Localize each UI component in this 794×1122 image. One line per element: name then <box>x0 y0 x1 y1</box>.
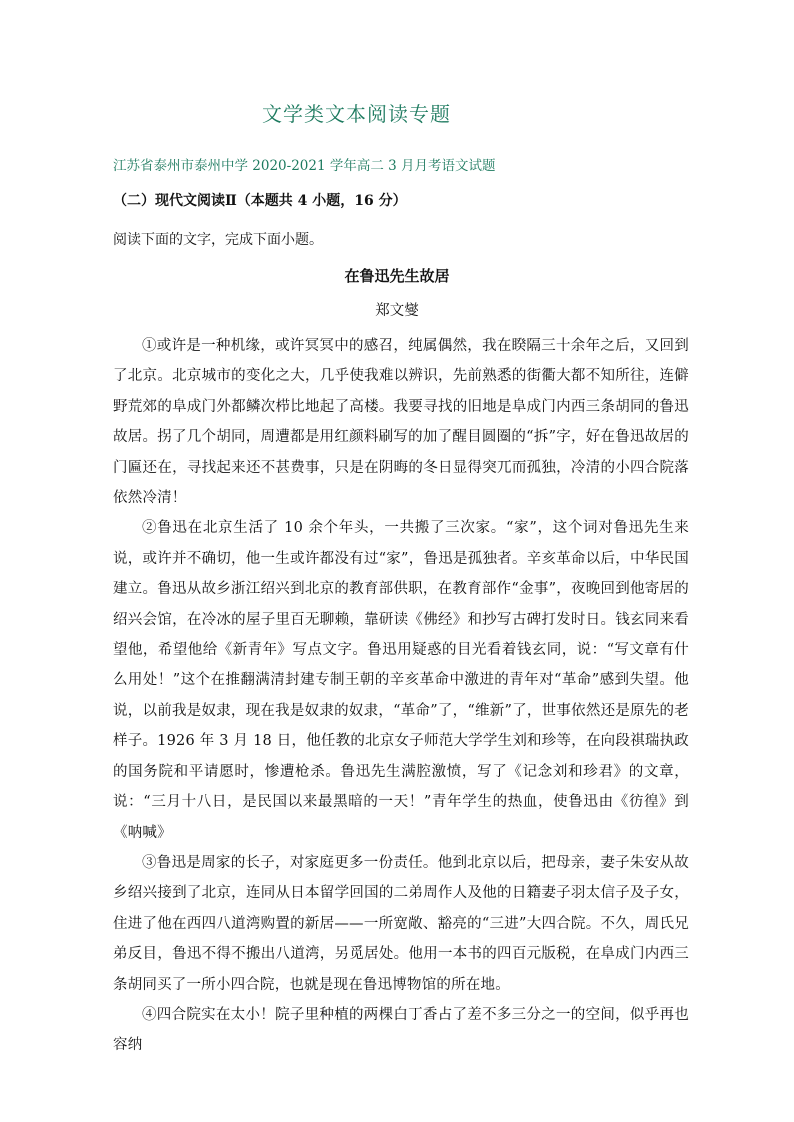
article-paragraph-1: ①或许是一种机缘，或许冥冥中的感召，纯属偶然，我在睽隔三十余年之后，又回到了北京。北京城市的变化之大，几乎使我难以辨识，先前熟悉的街衢大都不知所往，连僻野荒郊的阜成门外都鳞次栉比地起了高楼。我要寻找的旧地是阜成门内西三条胡同的鲁迅故居。拐了几个胡同，周遭都是用红颜料刷写的加了醒目圆圈的“拆”字，好在鲁迅故居的门匾还在，寻找起来还不甚费事，只是在阴晦的冬日显得突兀而孤独，冷清的小四合院落依然冷清！ <box>113 338 689 507</box>
article-paragraph-2: ②鲁迅在北京生活了 10 余个年头，一共搬了三次家。“家”，这个词对鲁迅先生来说，或许并不确切，他一生或许都没有过“家”，鲁迅是孤独者。辛亥革命以后，中华民国建立。鲁迅从故乡浙江绍兴到北京的教育部供职，在教育部作“金事”，夜晚回到他寄居的绍兴会馆，在冷冰的屋子里百无聊赖，靠研读《佛经》和抄写古碑打发时日。钱玄同来看望他，希望他给《新青年》写点文字。鲁迅用疑惑的目光看着钱玄同，说：“写文章有什么用处！”这个在推翻满清封建专制王朝的辛亥革命中激进的青年对“革命”感到失望。他说，以前我是奴隶，现在我是奴隶的奴隶，“革命”了，“维新”了，世事依然还是原先的老样子。1926 年 3 月 18 日，他任教的北京女子师范大学学生刘和珍等，在向段祺瑞执政的国务院和平请愿时，惨遭枪杀。鲁迅先生满腔激愤，写了《记念刘和珍君》的文章，说：“三月十八日，是民国以来最黑暗的一天！”青年学生的热血，使鲁迅由《彷徨》到《呐喊》 <box>113 520 689 841</box>
article-title: 在鲁迅先生故居 <box>344 267 450 285</box>
section-heading: （二）现代文阅读Ⅱ（本题共 4 小题，16 分） <box>113 193 407 209</box>
article-author: 郑文燮 <box>375 303 419 319</box>
exam-source-line: 江苏省泰州市泰州中学 2020-2021 学年高二 3 月月考语文试题 <box>113 158 496 174</box>
article-paragraph-3: ③鲁迅是周家的长子，对家庭更多一份责任。他到北京以后，把母亲，妻子朱安从故乡绍兴接到了北京，连同从日本留学回国的二弟周作人及他的日籍妻子羽太信子及子女，住进了他在西四八道湾购置的新居——一所宽敞、豁亮的“三进”大四合院。不久，周氏兄弟反目，鲁迅不得不搬出八道湾，另觅居处。他用一本书的四百元版税，在阜成门内西三条胡同买了一所小四合院，也就是现在鲁迅博物馆的所在地。 <box>113 854 689 993</box>
article-body <box>113 331 689 1061</box>
article-paragraph-4: ④四合院实在太小！院子里种植的两棵白丁香占了差不多三分之一的空间，似乎再也容纳 <box>113 1006 689 1054</box>
document-title: 文学类文本阅读专题 <box>262 102 451 126</box>
reading-instruction: 阅读下面的文字，完成下面小题。 <box>113 232 323 248</box>
